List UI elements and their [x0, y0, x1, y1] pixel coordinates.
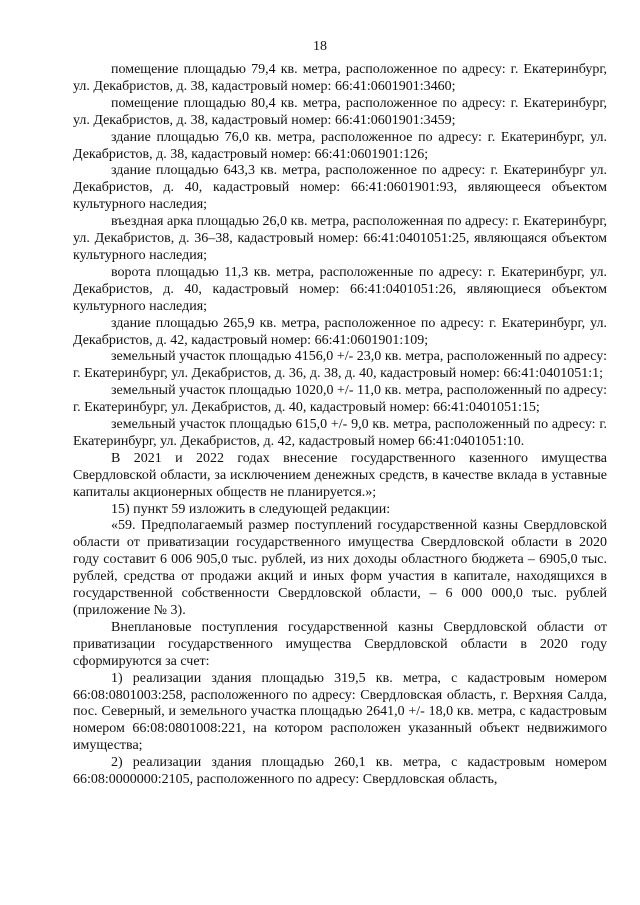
list-item-property-1: помещение площадью 79,4 кв. метра, расположенное по адресу: г. Екатеринбург, ул. Декабристов, д. 38, кадастровый номер: 66:41:0601901:3460; — [73, 62, 607, 94]
list-item-property-3: здание площадью 76,0 кв. метра, расположенное по адресу: г. Екатеринбург, ул. Декабристов, д. 38, кадастровый номер: 66:41:0601901:126; — [73, 129, 607, 162]
list-item-property-6: ворота площадью 11,3 кв. метра, расположенные по адресу: г. Екатеринбург, ул. Декабристов, д. 40, кадастровый номер: 66:41:0401051:26, являющиеся объектом культурного наследия; — [73, 264, 607, 314]
list-item-land-plot-1: земельный участок площадью 4156,0 +/- 23,0 кв. метра, расположенный по адресу: г. Екатеринбург, ул. Декабристов, д. 36, д. 38, д. 40, кадастровый номер: 66:41:0401051:1; — [73, 349, 607, 382]
list-item-property-2: помещение площадью 80,4 кв. метра, расположенное по адресу: г. Екатеринбург, ул. Декабристов, д. 38, кадастровый номер: 66:41:0601901:3459; — [73, 95, 607, 128]
list-item-land-plot-3: земельный участок площадью 615,0 +/- 9,0 кв. метра, расположенный по адресу: г. Екатеринбург, ул. Декабристов, д. 42, кадастровый номер 66:41:0401051:10. — [73, 417, 607, 449]
list-item-sale-2: 2) реализации здания площадью 260,1 кв. метра, с кадастровым номером 66:08:0000000:2105, расположенного по адресу: Свердловская область, — [73, 755, 607, 788]
paragraph-unplanned-revenue: Внеплановые поступления государственной казны Свердловской области от приватизации государственного имущества Свердловской области в 2020 году сформируются за счет: — [73, 619, 607, 669]
list-item-property-5: въездная арка площадью 26,0 кв. метра, расположенная по адресу: г. Екатеринбург, ул. Декабристов, д. 36–38, кадастровый номер: 66:41:0401051:25, являющаяся объектом культурного наследия; — [73, 214, 607, 263]
paragraph-2021-2022: В 2021 и 2022 годах внесение государственного казенного имущества Свердловской области, за исключением денежных средств, в качестве вклада в уставные капиталы акционерных обществ не планируется.»; — [73, 450, 607, 500]
list-item-property-7: здание площадью 265,9 кв. метра, расположенное по адресу: г. Екатеринбург, ул. Декабристов, д. 42, кадастровый номер: 66:41:0601901:109; — [73, 315, 607, 348]
page-number: 18 — [313, 39, 327, 54]
list-item-land-plot-2: земельный участок площадью 1020,0 +/- 11,0 кв. метра, расположенный по адресу: г. Екатеринбург, ул. Декабристов, д. 40, кадастровый номер: 66:41:0401051:15; — [73, 383, 607, 416]
document-body — [73, 62, 607, 789]
paragraph-item-15: 15) пункт 59 изложить в следующей редакции: — [111, 501, 391, 517]
list-item-property-4: здание площадью 643,3 кв. метра, расположенное по адресу: г. Екатеринбург ул. Декабристов, д. 40, кадастровый номер: 66:41:0601901:93, являющееся объектом культурного наследия; — [73, 163, 607, 213]
paragraph-clause-59: «59. Предполагаемый размер поступлений государственной казны Свердловской области от приватизации государственного имущества Свердловской области в 2020 году составит 6 006 905,0 тыс. рублей, из них доходы областного бюджета – 6905,0 тыс. рублей, средства от продажи акций и иных форм участия в капитале, находящихся в государственной собственности Свердловской области, – 6 000 000,0 тыс. рублей (приложение № 3). — [73, 518, 607, 618]
list-item-sale-1: 1) реализации здания площадью 319,5 кв. метра, с кадастровым номером 66:08:0801003:258, расположенного по адресу: Свердловская область, г. Верхняя Салда, пос. Северный, и земельного участка площадью 2641,0 +/- 18,0 кв. метра, с кадастровым номером 66:08:0801008:221, на котором расположен указанный объект недвижимого имущества; — [73, 670, 607, 754]
